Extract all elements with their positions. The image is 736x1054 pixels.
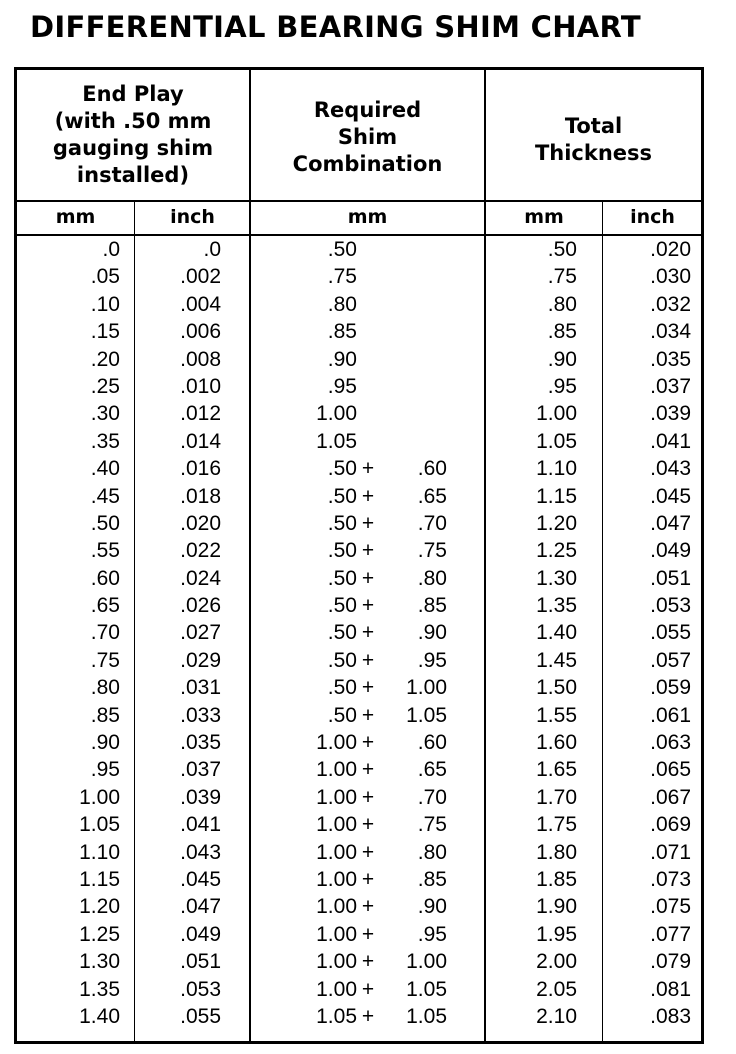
total-mm-cell: 1.00 (536, 402, 577, 426)
shim-a-cell: .95 (327, 374, 357, 398)
table-row (17, 921, 701, 948)
total-mm-cell: 1.55 (536, 703, 577, 727)
shim-a-cell: .50 (327, 238, 357, 261)
total-mm-cell: 1.40 (536, 621, 577, 645)
total-inch-cell: .030 (650, 265, 691, 289)
total-mm-cell: 1.30 (536, 566, 577, 590)
total-mm-cell: 2.05 (536, 977, 577, 1001)
total-inch-cell: .055 (650, 621, 691, 645)
shim-b-cell (379, 428, 447, 455)
table-row (17, 756, 701, 783)
total-inch-cell: .081 (650, 977, 691, 1001)
end-play-inch-cell: .045 (180, 867, 221, 891)
unit-end-play-mm: mm (55, 206, 96, 228)
total-inch-cell: .053 (650, 594, 691, 618)
total-mm-cell: 1.70 (536, 785, 577, 809)
end-play-mm-cell: .85 (90, 703, 120, 727)
plus-sign (357, 318, 379, 345)
shim-a-cell: 1.00 (316, 977, 357, 1001)
shim-a-cell: .75 (327, 265, 357, 289)
header-total-thickness: Total Thickness (534, 114, 653, 165)
total-inch-cell: .049 (650, 539, 691, 563)
plus-sign: + (361, 785, 375, 809)
table-row (17, 702, 701, 729)
shim-a-cell: .50 (327, 511, 357, 535)
total-mm-cell: .75 (547, 265, 577, 289)
shim-b-cell: .60 (417, 457, 447, 481)
plus-sign: + (361, 813, 375, 837)
total-inch-cell: .034 (650, 320, 691, 344)
total-mm-cell: 1.65 (536, 758, 577, 782)
shim-b-cell: .95 (417, 648, 447, 672)
table-row (17, 455, 701, 482)
plus-sign: + (361, 731, 375, 755)
shim-a-cell: 1.00 (316, 785, 357, 809)
end-play-mm-cell: .0 (102, 238, 120, 261)
end-play-mm-cell: .15 (90, 320, 120, 344)
shim-a-cell: .50 (327, 484, 357, 508)
shim-b-cell (379, 318, 447, 345)
total-mm-cell: 1.90 (536, 895, 577, 919)
shim-a-cell: 1.05 (316, 1004, 357, 1028)
plus-sign: + (361, 922, 375, 946)
total-inch-cell: .071 (650, 840, 691, 864)
shim-b-cell: .90 (417, 895, 447, 919)
shim-b-cell: .70 (417, 511, 447, 535)
plus-sign: + (361, 511, 375, 535)
table-row (17, 263, 701, 290)
total-inch-cell: .077 (650, 922, 691, 946)
end-play-inch-cell: .051 (180, 950, 221, 974)
end-play-inch-cell: .020 (180, 511, 221, 535)
shim-b-cell: 1.00 (406, 676, 447, 700)
end-play-mm-cell: 1.15 (79, 867, 120, 891)
table-row (17, 346, 701, 373)
shim-b-cell (379, 346, 447, 373)
end-play-mm-cell: .90 (90, 731, 120, 755)
unit-total-inch: inch (630, 206, 675, 228)
end-play-inch-cell: .010 (180, 374, 221, 398)
unit-total-mm: mm (524, 206, 564, 228)
table-row (17, 948, 701, 975)
table-row (17, 1003, 701, 1030)
end-play-mm-cell: 1.20 (79, 895, 120, 919)
total-mm-cell: .50 (547, 238, 577, 261)
total-mm-cell: 1.45 (536, 648, 577, 672)
total-inch-cell: .075 (650, 895, 691, 919)
end-play-inch-cell: .014 (180, 429, 221, 453)
end-play-inch-cell: .006 (180, 320, 221, 344)
table-row (17, 647, 701, 674)
end-play-mm-cell: .10 (90, 292, 120, 316)
shim-b-cell: .90 (417, 621, 447, 645)
shim-b-cell: .65 (417, 484, 447, 508)
table-row (17, 674, 701, 701)
end-play-mm-cell: .30 (90, 402, 120, 426)
shim-a-cell: 1.00 (316, 813, 357, 837)
end-play-inch-cell: .002 (180, 265, 221, 289)
plus-sign: + (361, 566, 375, 590)
end-play-inch-cell: .016 (180, 457, 221, 481)
shim-b-cell: .85 (417, 594, 447, 618)
plus-sign: + (361, 484, 375, 508)
plus-sign: + (361, 758, 375, 782)
end-play-inch-cell: .037 (180, 758, 221, 782)
shim-b-cell: .70 (417, 785, 447, 809)
total-inch-cell: .035 (650, 347, 691, 371)
total-inch-cell: .032 (650, 292, 691, 316)
header-required-shim: Required Shim Combination (292, 97, 443, 176)
total-inch-cell: .067 (650, 785, 691, 809)
end-play-mm-cell: .65 (90, 594, 120, 618)
end-play-inch-cell: .0 (203, 238, 221, 261)
shim-a-cell: .50 (327, 676, 357, 700)
total-inch-cell: .043 (650, 457, 691, 481)
end-play-mm-cell: .45 (90, 484, 120, 508)
shim-a-cell: .85 (327, 320, 357, 344)
total-inch-cell: .073 (650, 867, 691, 891)
plus-sign: + (361, 895, 375, 919)
total-inch-cell: .041 (650, 429, 691, 453)
total-mm-cell: 2.00 (536, 950, 577, 974)
table-row (17, 428, 701, 455)
end-play-mm-cell: .25 (90, 374, 120, 398)
shim-a-cell: .50 (327, 539, 357, 563)
shim-a-cell: 1.00 (316, 922, 357, 946)
plus-sign (357, 373, 379, 400)
end-play-inch-cell: .047 (180, 895, 221, 919)
plus-sign: + (361, 594, 375, 618)
plus-sign: + (361, 977, 375, 1001)
end-play-inch-cell: .029 (180, 648, 221, 672)
end-play-inch-cell: .033 (180, 703, 221, 727)
table-row (17, 318, 701, 345)
end-play-inch-cell: .027 (180, 621, 221, 645)
end-play-mm-cell: 1.25 (79, 922, 120, 946)
end-play-inch-cell: .031 (180, 676, 221, 700)
end-play-mm-cell: .20 (90, 347, 120, 371)
shim-a-cell: 1.00 (316, 402, 357, 426)
end-play-inch-cell: .012 (180, 402, 221, 426)
plus-sign (357, 428, 379, 455)
shim-a-cell: 1.00 (316, 758, 357, 782)
table-row (17, 839, 701, 866)
shim-table (14, 67, 704, 1044)
total-inch-cell: .057 (650, 648, 691, 672)
total-inch-cell: .051 (650, 566, 691, 590)
shim-b-cell: .75 (417, 539, 447, 563)
end-play-mm-cell: .50 (90, 511, 120, 535)
shim-a-cell: 1.00 (316, 950, 357, 974)
total-inch-cell: .079 (650, 950, 691, 974)
plus-sign: + (361, 867, 375, 891)
table-row (17, 236, 701, 263)
total-mm-cell: .80 (547, 292, 577, 316)
shim-b-cell: .80 (417, 840, 447, 864)
total-mm-cell: 1.05 (536, 429, 577, 453)
end-play-mm-cell: .05 (90, 265, 120, 289)
total-mm-cell: 1.20 (536, 511, 577, 535)
end-play-mm-cell: 1.40 (79, 1004, 120, 1028)
plus-sign: + (361, 676, 375, 700)
plus-sign: + (361, 703, 375, 727)
shim-a-cell: 1.00 (316, 840, 357, 864)
shim-b-cell: 1.05 (406, 1004, 447, 1028)
total-mm-cell: 1.35 (536, 594, 577, 618)
end-play-mm-cell: 1.10 (79, 840, 120, 864)
total-mm-cell: .95 (547, 374, 577, 398)
total-inch-cell: .083 (650, 1004, 691, 1028)
end-play-mm-cell: .40 (90, 457, 120, 481)
shim-a-cell: 1.00 (316, 731, 357, 755)
unit-required-mm: mm (347, 206, 388, 228)
shim-b-cell (379, 291, 447, 318)
shim-b-cell: .60 (417, 731, 447, 755)
plus-sign (357, 236, 379, 263)
page-title: DIFFERENTIAL BEARING SHIM CHART (30, 10, 641, 44)
end-play-inch-cell: .008 (180, 347, 221, 371)
end-play-mm-cell: 1.00 (79, 785, 120, 809)
total-mm-cell: 1.95 (536, 922, 577, 946)
shim-b-cell: 1.00 (406, 950, 447, 974)
unit-end-play-inch: inch (170, 206, 215, 228)
plus-sign: + (361, 621, 375, 645)
total-inch-cell: .069 (650, 813, 691, 837)
plus-sign: + (361, 950, 375, 974)
table-row (17, 976, 701, 1003)
plus-sign: + (361, 1004, 375, 1028)
shim-b-cell: .85 (417, 867, 447, 891)
end-play-inch-cell: .024 (180, 566, 221, 590)
total-mm-cell: 1.85 (536, 867, 577, 891)
total-mm-cell: 1.75 (536, 813, 577, 837)
shim-b-cell (379, 263, 447, 290)
plus-sign: + (361, 840, 375, 864)
table-row (17, 893, 701, 920)
table-row (17, 400, 701, 427)
total-mm-cell: .90 (547, 347, 577, 371)
table-row (17, 619, 701, 646)
shim-a-cell: .50 (327, 566, 357, 590)
end-play-mm-cell: .70 (90, 621, 120, 645)
end-play-mm-cell: 1.30 (79, 950, 120, 974)
plus-sign (357, 346, 379, 373)
total-mm-cell: 1.50 (536, 676, 577, 700)
table-row (17, 565, 701, 592)
end-play-mm-cell: 1.35 (79, 977, 120, 1001)
plus-sign: + (361, 648, 375, 672)
table-row (17, 729, 701, 756)
total-inch-cell: .020 (650, 238, 691, 261)
total-inch-cell: .045 (650, 484, 691, 508)
shim-a-cell: 1.05 (316, 429, 357, 453)
total-inch-cell: .063 (650, 731, 691, 755)
shim-a-cell: .50 (327, 621, 357, 645)
end-play-inch-cell: .041 (180, 813, 221, 837)
shim-b-cell (379, 236, 447, 263)
table-row (17, 373, 701, 400)
end-play-inch-cell: .018 (180, 484, 221, 508)
end-play-inch-cell: .055 (180, 1004, 221, 1028)
plus-sign (357, 263, 379, 290)
plus-sign: + (361, 457, 375, 481)
end-play-mm-cell: .95 (90, 758, 120, 782)
shim-a-cell: .90 (327, 347, 357, 371)
end-play-inch-cell: .039 (180, 785, 221, 809)
shim-a-cell: .50 (327, 648, 357, 672)
end-play-mm-cell: .60 (90, 566, 120, 590)
header-end-play: End Play (with .50 mm gauging shim installed) (52, 82, 214, 187)
end-play-inch-cell: .022 (180, 539, 221, 563)
end-play-inch-cell: .004 (180, 292, 221, 316)
shim-a-cell: 1.00 (316, 895, 357, 919)
table-row (17, 866, 701, 893)
end-play-inch-cell: .053 (180, 977, 221, 1001)
total-mm-cell: 1.25 (536, 539, 577, 563)
table-body (17, 236, 701, 1030)
table-row (17, 483, 701, 510)
end-play-mm-cell: .75 (90, 648, 120, 672)
shim-a-cell: .80 (327, 292, 357, 316)
table-row (17, 784, 701, 811)
total-mm-cell: 1.60 (536, 731, 577, 755)
end-play-mm-cell: .35 (90, 429, 120, 453)
table-row (17, 510, 701, 537)
table-row (17, 291, 701, 318)
end-play-inch-cell: .043 (180, 840, 221, 864)
end-play-mm-cell: 1.05 (79, 813, 120, 837)
table-row (17, 592, 701, 619)
total-mm-cell: 1.15 (536, 484, 577, 508)
shim-b-cell (379, 373, 447, 400)
shim-b-cell: .80 (417, 566, 447, 590)
end-play-inch-cell: .035 (180, 731, 221, 755)
shim-b-cell: 1.05 (406, 977, 447, 1001)
shim-b-cell: .75 (417, 813, 447, 837)
total-mm-cell: 1.10 (536, 457, 577, 481)
plus-sign (357, 291, 379, 318)
total-inch-cell: .039 (650, 402, 691, 426)
total-mm-cell: 2.10 (536, 1004, 577, 1028)
shim-b-cell (379, 400, 447, 427)
total-inch-cell: .065 (650, 758, 691, 782)
total-mm-cell: 1.80 (536, 840, 577, 864)
shim-a-cell: 1.00 (316, 867, 357, 891)
total-inch-cell: .059 (650, 676, 691, 700)
shim-a-cell: .50 (327, 594, 357, 618)
shim-b-cell: .95 (417, 922, 447, 946)
shim-a-cell: .50 (327, 457, 357, 481)
table-row (17, 537, 701, 564)
plus-sign: + (361, 539, 375, 563)
end-play-mm-cell: .55 (90, 539, 120, 563)
shim-a-cell: .50 (327, 703, 357, 727)
total-inch-cell: .047 (650, 511, 691, 535)
end-play-mm-cell: .80 (90, 676, 120, 700)
end-play-inch-cell: .049 (180, 922, 221, 946)
shim-b-cell: .65 (417, 758, 447, 782)
total-mm-cell: .85 (547, 320, 577, 344)
end-play-inch-cell: .026 (180, 594, 221, 618)
total-inch-cell: .037 (650, 374, 691, 398)
plus-sign (357, 400, 379, 427)
shim-b-cell: 1.05 (406, 703, 447, 727)
total-inch-cell: .061 (650, 703, 691, 727)
table-row (17, 811, 701, 838)
